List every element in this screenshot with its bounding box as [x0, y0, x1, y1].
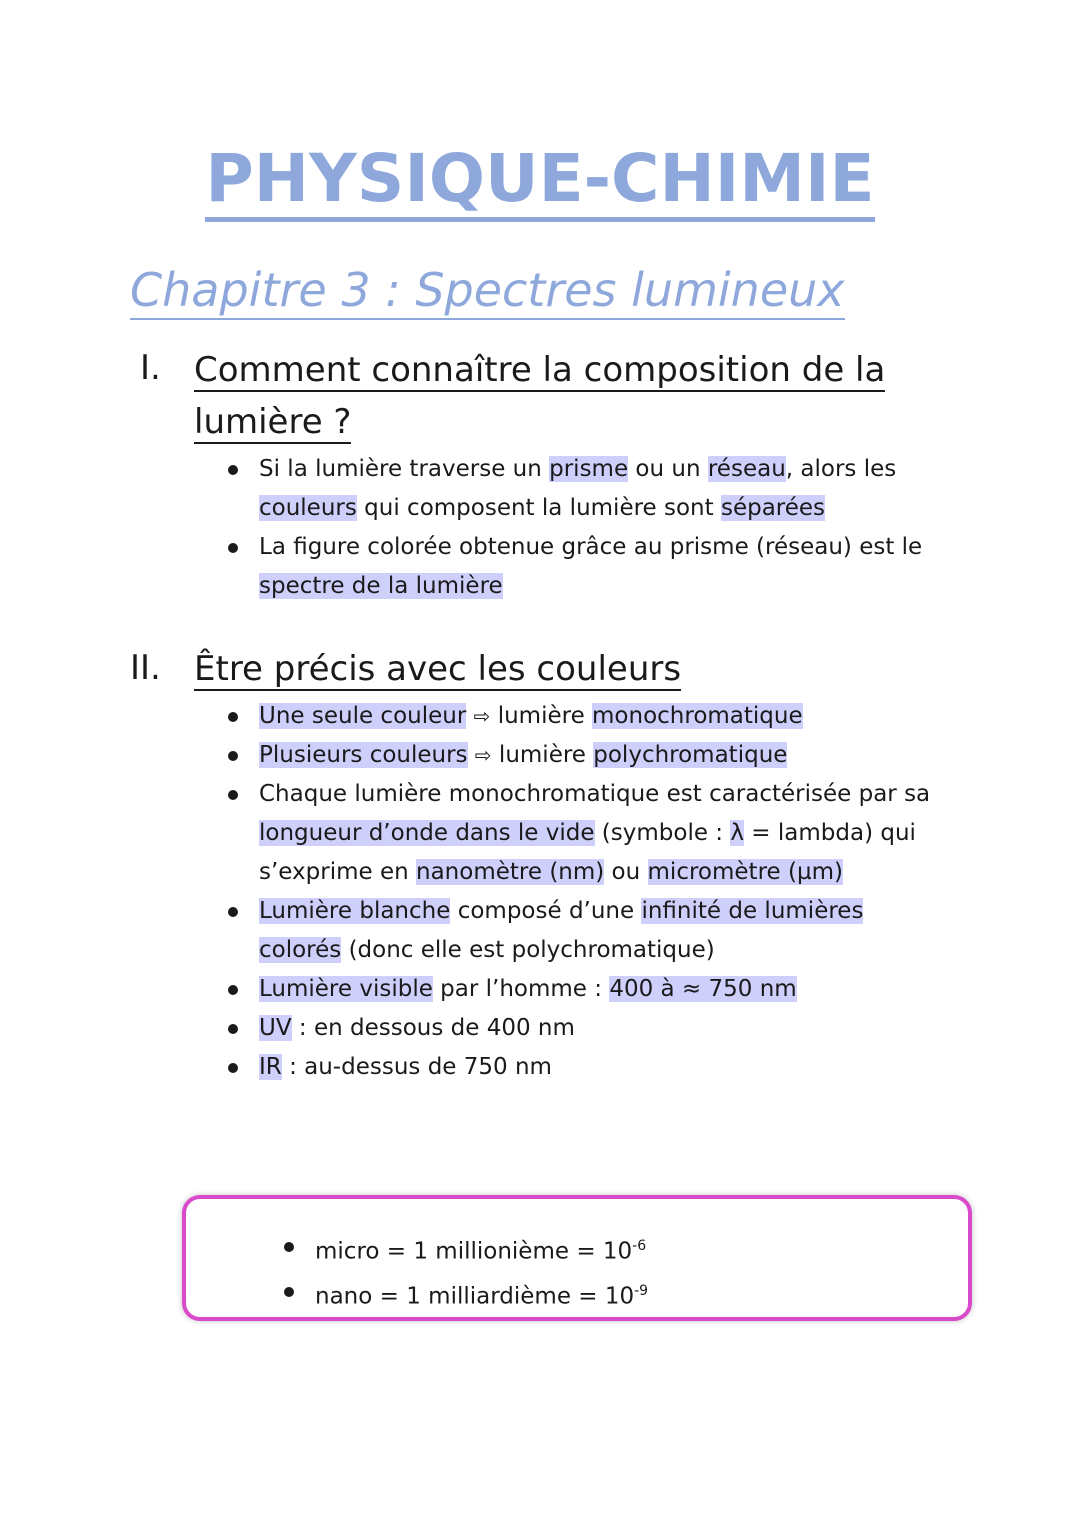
section-1-title-line2: lumière ?: [194, 402, 352, 442]
list-item: [222, 970, 930, 1009]
text: : au-dessus de 750 nm: [281, 1054, 552, 1080]
text: (symbole :: [594, 820, 731, 846]
chapter-title: Chapitre 3 : Spectres lumineux: [130, 262, 845, 320]
highlight: UV: [259, 1015, 292, 1041]
highlight: Une seule couleur: [259, 703, 467, 729]
highlight-prisme: prisme: [549, 456, 629, 482]
list-item: [222, 736, 930, 775]
highlight: Lumière visible: [259, 976, 433, 1002]
text: lumière: [491, 742, 594, 768]
highlight: polychromatique: [593, 742, 788, 768]
highlight-lambda: λ: [730, 820, 744, 846]
list-item: [222, 1009, 930, 1048]
list-item: [222, 528, 922, 606]
highlight: infinité de lumières: [641, 898, 864, 924]
section-2-title: [194, 643, 681, 695]
text: qui composent la lumière sont: [356, 495, 721, 521]
text: ou un: [628, 456, 708, 482]
text: , alors les: [785, 456, 897, 482]
section-1-list: [222, 450, 922, 606]
note-box: [182, 1195, 972, 1321]
text: par l’homme :: [432, 976, 610, 1002]
text: s’exprime en: [259, 859, 417, 885]
arrow-icon: ⇨: [473, 704, 491, 728]
highlight: monochromatique: [592, 703, 803, 729]
exponent: -9: [634, 1282, 649, 1299]
text: lumière: [490, 703, 593, 729]
arrow-icon: ⇨: [474, 743, 492, 767]
page-title-text: PHYSIQUE-CHIMIE: [205, 140, 874, 222]
highlight-spectre: spectre de la lumière: [259, 573, 503, 599]
text: Si la lumière traverse un: [259, 456, 550, 482]
list-item: [222, 697, 930, 736]
exponent: -6: [632, 1238, 647, 1254]
highlight: longueur d’onde dans le vide: [259, 820, 595, 846]
page-title: [0, 140, 1080, 217]
highlight: micromètre (µm): [647, 859, 843, 885]
highlight-couleurs: couleurs: [259, 495, 357, 521]
section-1-number: I.: [140, 348, 161, 388]
section-2-number: II.: [130, 648, 161, 688]
list-item: [222, 1048, 930, 1087]
list-item: [222, 450, 922, 528]
highlight: Plusieurs couleurs: [259, 742, 468, 768]
text: La figure colorée obtenue grâce au prisme (réseau) est le: [259, 534, 923, 560]
highlight: nanomètre (nm): [416, 859, 605, 885]
text: ou: [604, 859, 648, 885]
highlight-separees: séparées: [720, 495, 826, 521]
note-list: [278, 1227, 648, 1316]
section-2-list: [222, 697, 930, 1087]
list-item: [278, 1272, 648, 1317]
list-item: [222, 892, 930, 970]
section-1-title-line1: Comment connaître la composition de la: [194, 350, 886, 390]
highlight-reseau: réseau: [707, 456, 786, 482]
highlight: Lumière blanche: [259, 898, 451, 924]
list-item: [222, 775, 930, 892]
text: = lambda) qui: [744, 820, 916, 846]
section-2-title-text: Être précis avec les couleurs: [194, 649, 682, 689]
list-item: [278, 1227, 648, 1272]
highlight: IR: [259, 1054, 282, 1080]
section-1-title: [194, 344, 885, 448]
text: nano = 1 milliardième = 10: [315, 1283, 635, 1310]
text: composé d’une: [450, 898, 642, 924]
text: : en dessous de 400 nm: [291, 1015, 575, 1041]
text: Chaque lumière monochromatique est caractérisée par sa: [259, 781, 931, 807]
highlight: colorés: [259, 937, 342, 963]
highlight: 400 à ≈ 750 nm: [609, 976, 797, 1002]
text: (donc elle est polychromatique): [341, 937, 715, 963]
text: micro = 1 millionième = 10: [315, 1238, 633, 1265]
